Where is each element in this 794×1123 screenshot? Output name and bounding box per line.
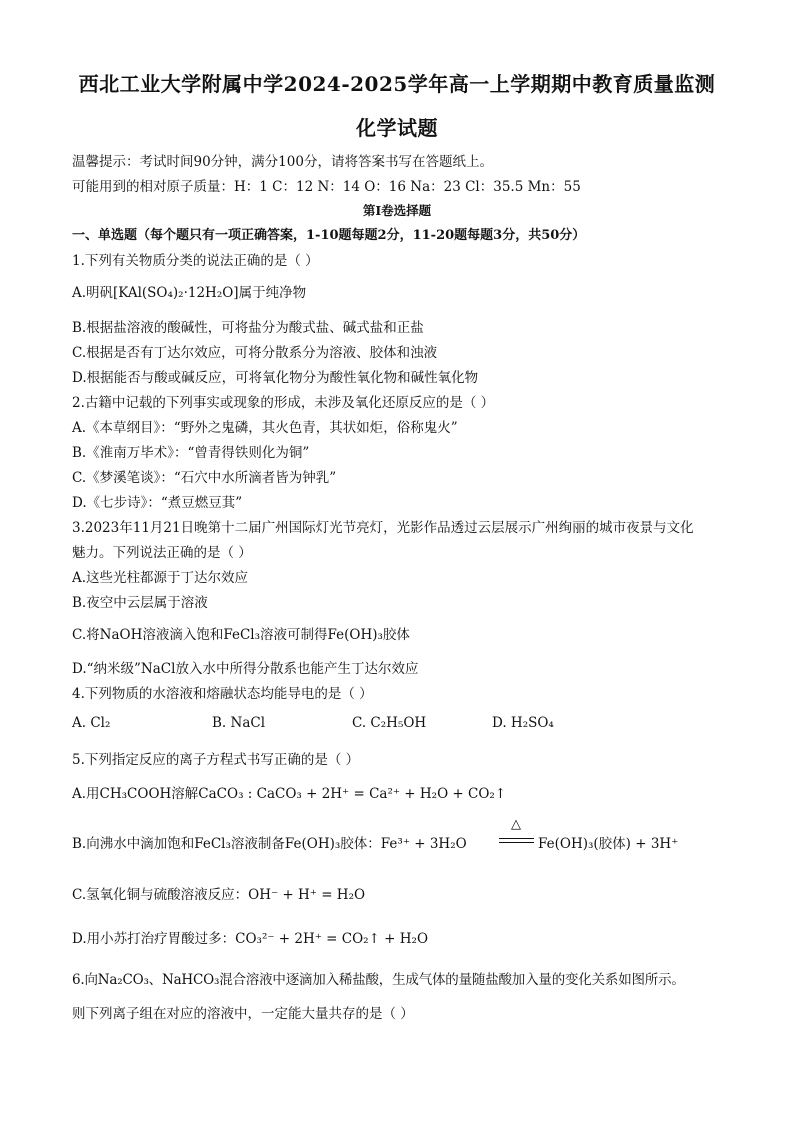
question-2-option-a: A.《本草纲目》：“野外之鬼磷，其火色青，其状如炬，俗称鬼火” xyxy=(72,420,458,436)
question-5-stem: 5.下列指定反应的离子方程式书写正确的是（ ） xyxy=(72,752,360,768)
notice-text: 温馨提示：考试时间90分钟，满分100分，请将答案书写在答题纸上。 xyxy=(72,154,493,170)
question-2-stem: 2.古籍中记载的下列事实或现象的形成，未涉及氧化还原反应的是（ ） xyxy=(72,395,495,411)
equation-bar-bottom xyxy=(499,842,534,843)
section-title: 第I卷选择题 xyxy=(362,203,432,218)
question-3-stem-line-1: 3.2023年11月21日晚第十二届广州国际灯光节亮灯，光影作品透过云层展示广州绚丽的城市夜景与文化 xyxy=(72,520,694,536)
question-4-options xyxy=(72,715,732,735)
question-5-option-a: A.用CH₃COOH溶解CaCO₃ : CaCO₃ + 2H⁺ = Ca²⁺ + H₂O + CO₂↑ xyxy=(72,786,507,802)
question-4-option-d: D. H₂SO₄ xyxy=(492,715,554,731)
question-1-stem: 1.下列有关物质分类的说法正确的是（ ） xyxy=(72,253,319,269)
question-4-stem: 4.下列物质的水溶液和熔融状态均能导电的是（ ） xyxy=(72,686,373,702)
question-4-option-c: C. C₂H₅OH xyxy=(352,715,427,731)
question-3-option-c: C.将NaOH溶液滴入饱和FeCl₃溶液可制得Fe(OH)₃胶体 xyxy=(72,627,410,643)
question-3-option-a: A.这些光柱都源于丁达尔效应 xyxy=(72,570,249,586)
question-1-option-c: C.根据是否有丁达尔效应，可将分散系分为溶液、胶体和浊液 xyxy=(72,345,438,361)
question-2-option-c: C.《梦溪笔谈》：“石穴中水所滴者皆为钟乳” xyxy=(72,470,337,486)
question-6-stem-line-2: 则下列离子组在对应的溶液中，一定能大量共存的是（ ） xyxy=(72,1006,414,1022)
question-5-option-c: C.氢氧化铜与硫酸溶液反应：OH⁻ + H⁺ = H₂O xyxy=(72,887,366,903)
question-5-option-b-product: Fe(OH)₃(胶体) + 3H⁺ xyxy=(538,836,679,852)
question-3-option-b: B.夜空中云层属于溶液 xyxy=(72,595,208,611)
question-1-option-a: A.明矾[KAl(SO₄)₂·12H₂O]属于纯净物 xyxy=(72,285,307,301)
exam-title: 西北工业大学附属中学2024-2025学年高一上学期期中教育质量监测 xyxy=(78,72,716,96)
part-title: 一、单选题（每个题只有一项正确答案，1-10题每题2分，11-20题每题3分，共50分） xyxy=(72,228,586,243)
exam-subtitle: 化学试题 xyxy=(356,116,438,140)
heating-condition-symbol: △ xyxy=(511,817,521,832)
question-1-option-d: D.根据能否与酸或碱反应，可将氧化物分为酸性氧化物和碱性氧化物 xyxy=(72,370,479,386)
question-3-stem-line-2: 魅力。下列说法正确的是（ ） xyxy=(72,545,252,561)
equation-bar-top xyxy=(499,838,534,839)
atomic-mass-list: 可能用到的相对原子质量：H：1 C：12 N：14 O：16 Na：23 Cl：35.5 Mn：55 xyxy=(72,179,581,195)
question-6-stem-line-1: 6.向Na₂CO₃、NaHCO₃混合溶液中逐滴加入稀盐酸，生成气体的量随盐酸加入量的变化关系如图所示。 xyxy=(72,972,685,988)
question-4-option-a: A. Cl₂ xyxy=(72,715,111,731)
question-2-option-b: B.《淮南万毕术》：“曾青得铁则化为铜” xyxy=(72,445,310,461)
question-5-option-d: D.用小苏打治疗胃酸过多：CO₃²⁻ + 2H⁺ = CO₂↑ + H₂O xyxy=(72,931,429,947)
question-4-option-b: B. NaCl xyxy=(212,715,266,731)
question-1-option-b: B.根据盐溶液的酸碱性，可将盐分为酸式盐、碱式盐和正盐 xyxy=(72,320,424,336)
question-3-option-d: D.“纳米级”NaCl放入水中所得分散系也能产生丁达尔效应 xyxy=(72,661,419,677)
question-2-option-d: D.《七步诗》：“煮豆燃豆萁” xyxy=(72,495,243,511)
question-5-option-b: B.向沸水中滴加饱和FeCl₃溶液制备Fe(OH)₃胶体：Fe³⁺ + 3H₂O xyxy=(72,836,467,852)
